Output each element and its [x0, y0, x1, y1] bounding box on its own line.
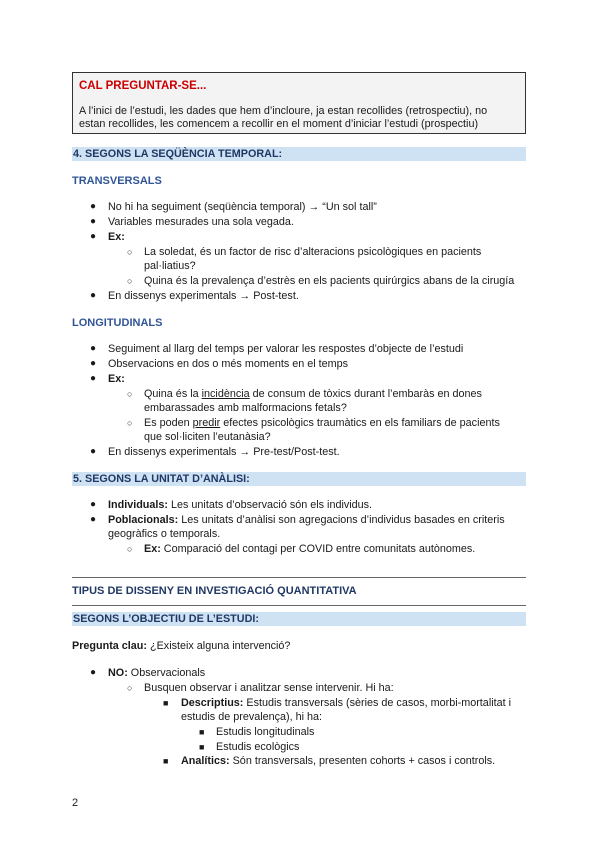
- circle-bullet-icon: ○: [127, 418, 133, 428]
- square-bullet-icon: ■: [199, 727, 205, 737]
- circle-bullet-icon: ○: [127, 247, 133, 257]
- bullet-icon: ●: [90, 514, 97, 525]
- text-run: ¿Existeix alguna intervenció?: [147, 640, 291, 652]
- list-item-continuation: pal·liatius?: [144, 260, 196, 272]
- circle-bullet-icon: ○: [127, 544, 133, 554]
- list-item-continuation: geogràfics o temporals.: [108, 528, 221, 540]
- divider: [72, 577, 526, 578]
- underlined-term: incidència: [201, 388, 250, 400]
- divider: [72, 605, 526, 606]
- list-item: [144, 416, 500, 430]
- list-item-continuation: estudis de prevalença), hi ha:: [181, 711, 323, 723]
- list-item: En dissenys experimentals → Pre-test/Post-test.: [108, 446, 340, 458]
- callout-title: CAL PREGUNTAR-SE...: [79, 80, 207, 92]
- bullet-icon: ●: [90, 358, 97, 369]
- list-item: En dissenys experimentals → Post-test.: [108, 290, 299, 302]
- list-item: Variables mesurades una sola vegada.: [108, 216, 294, 228]
- list-item: Estudis longitudinals: [216, 726, 315, 738]
- callout-text: [79, 105, 519, 131]
- list-item: [108, 513, 505, 527]
- circle-bullet-icon: ○: [127, 389, 133, 399]
- bullet-icon: ●: [90, 201, 97, 212]
- callout-line: A l’inici de l’estudi, les dades que hem d’incloure, ja estan recollides (retrospectiu), no: [79, 105, 488, 117]
- list-item: [144, 387, 482, 401]
- term-label: Ex:: [144, 543, 161, 555]
- callout-line: estan recollides, les comencem a recollir en el moment d’iniciar l’estudi (prospectiu): [79, 118, 479, 130]
- section-5-heading: 5. SEGONS LA UNITAT D’ANÀLISI:: [72, 472, 526, 486]
- key-question: [72, 639, 290, 653]
- bullet-icon: ●: [90, 499, 97, 510]
- list-item: Ex:: [108, 231, 125, 243]
- bullet-icon: ●: [90, 231, 97, 242]
- list-item: Quina és la prevalença d’estrès en els pacients quirúrgics abans de la cirugía: [144, 275, 515, 287]
- list-item: [181, 754, 495, 768]
- list-item: Observacions en dos o més moments en el temps: [108, 358, 349, 370]
- text-run: de consum de tòxics durant l’embaràs en dones: [249, 388, 482, 400]
- list-item: [181, 696, 511, 710]
- square-bullet-icon: ■: [163, 698, 169, 708]
- list-item: [108, 498, 372, 512]
- text-run: Estudis transversals (sèries de casos, morbi-mortalitat i: [243, 697, 512, 709]
- longitudinals-heading: LONGITUDINALS: [72, 317, 163, 329]
- section-4-heading: 4. SEGONS LA SEQÜÈNCIA TEMPORAL:: [72, 147, 526, 161]
- list-item: Seguiment al llarg del temps per valorar les respostes d’objecte de l’estudi: [108, 343, 464, 355]
- square-bullet-icon: ■: [199, 742, 205, 752]
- bullet-icon: ●: [90, 373, 97, 384]
- bullet-icon: ●: [90, 446, 97, 457]
- term-label: NO:: [108, 667, 128, 679]
- bullet-icon: ●: [90, 343, 97, 354]
- list-item: [144, 542, 475, 556]
- list-item: No hi ha seguiment (seqüència temporal) → “Un sol tall”: [108, 201, 377, 213]
- term-label: Pregunta clau:: [72, 640, 147, 652]
- list-item: Ex:: [108, 373, 125, 385]
- text-run: Les unitats d’observació són els individus.: [168, 499, 373, 511]
- circle-bullet-icon: ○: [127, 276, 133, 286]
- text-run: Observacionals: [127, 667, 206, 679]
- text-run: Quina és la: [144, 388, 202, 400]
- text-run: Són transversals, presenten cohorts + casos i controls.: [229, 755, 496, 767]
- term-label: Individuals:: [108, 499, 168, 511]
- bullet-icon: ●: [90, 216, 97, 227]
- bullet-icon: ●: [90, 290, 97, 301]
- bullet-icon: ●: [90, 667, 97, 678]
- tipus-heading: TIPUS DE DISSENY EN INVESTIGACIÓ QUANTITATIVA: [72, 585, 357, 597]
- text-run: efectes psicològics traumàtics en els familiars de pacients: [220, 417, 500, 429]
- page-number: 2: [72, 797, 79, 809]
- transversals-heading: TRANSVERSALS: [72, 175, 162, 187]
- list-item-continuation: embarassades amb malformacions fetals?: [144, 402, 347, 414]
- underlined-term: predir: [192, 417, 221, 429]
- square-bullet-icon: ■: [163, 756, 169, 766]
- text-run: Comparació del contagi per COVID entre comunitats autònomes.: [160, 543, 476, 555]
- list-item: Busquen observar i analitzar sense intervenir. Hi ha:: [144, 682, 394, 694]
- objectiu-heading: SEGONS L’OBJECTIU DE L’ESTUDI:: [72, 612, 526, 626]
- term-label: Poblacionals:: [108, 514, 179, 526]
- list-item: [108, 666, 205, 680]
- text-run: Les unitats d’anàlisi son agregacions d’individus basades en criteris: [178, 514, 505, 526]
- list-item-continuation: que sol·liciten l’eutanàsia?: [144, 431, 271, 443]
- list-item: Estudis ecològics: [216, 741, 300, 753]
- text-run: Es poden: [144, 417, 193, 429]
- list-item: La soledat, és un factor de risc d’alteracions psicològiques en pacients: [144, 246, 482, 258]
- term-label: Descriptius:: [181, 697, 244, 709]
- circle-bullet-icon: ○: [127, 683, 133, 693]
- callout-box: [72, 72, 526, 134]
- term-label: Analítics:: [181, 755, 230, 767]
